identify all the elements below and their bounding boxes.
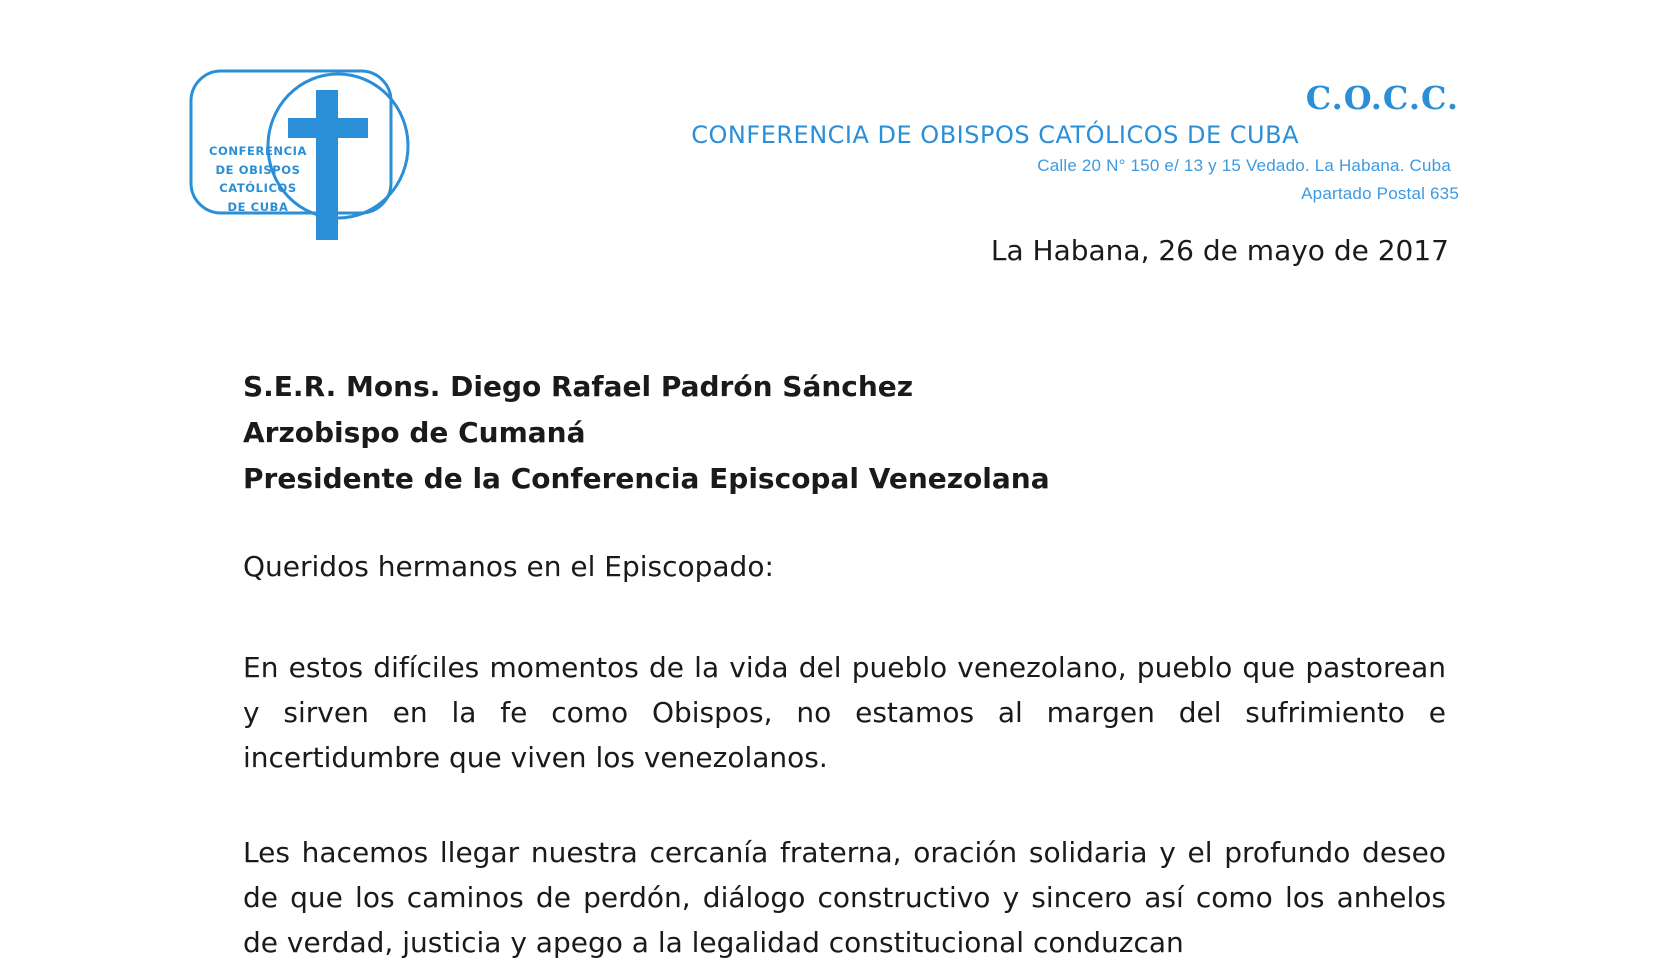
salutation: Queridos hermanos en el Episcopado: [243, 550, 774, 583]
letterhead-po-box: Apartado Postal 635 [1301, 184, 1459, 203]
letter-date: La Habana, 26 de mayo de 2017 [990, 234, 1449, 267]
body-paragraph-2: Les hacemos llegar nuestra cercanía fraterna, oración solidaria y el profundo deseo de que los caminos de perdón, diálogo constructivo y sincero así como los anhelos de verdad, justicia y apego a la legalidad constitucional conduzcan [243, 836, 1446, 959]
recipient-title: Arzobispo de Cumaná [243, 416, 586, 449]
recipient-block [243, 364, 1050, 502]
logo-text [197, 142, 319, 216]
recipient-name: S.E.R. Mons. Diego Rafael Padrón Sánchez [243, 370, 914, 403]
body-paragraph-1: En estos difíciles momentos de la vida del pueblo venezolano, pueblo que pastorean y sirven en la fe como Obispos, no estamos al margen del sufrimiento e incertidumbre que viven los venezolanos. [243, 651, 1446, 774]
logo-line: DE CUBA [227, 199, 289, 214]
logo-line: CONFERENCIA [208, 144, 308, 158]
letterhead-address: Calle 20 N° 150 e/ 13 y 15 Vedado. La Habana. Cuba [1037, 156, 1451, 175]
logo-line: DE OBISPOS [215, 162, 301, 177]
recipient-role: Presidente de la Conferencia Episcopal Venezolana [243, 462, 1050, 495]
letterhead-org-name: CONFERENCIA DE OBISPOS CATÓLICOS DE CUBA [691, 121, 1299, 149]
logo-line: CATÓLICOS [219, 181, 297, 195]
cross-icon [316, 90, 338, 240]
letterhead-acronym: C.O.C.C. [1305, 79, 1459, 117]
letterhead [691, 78, 1459, 208]
